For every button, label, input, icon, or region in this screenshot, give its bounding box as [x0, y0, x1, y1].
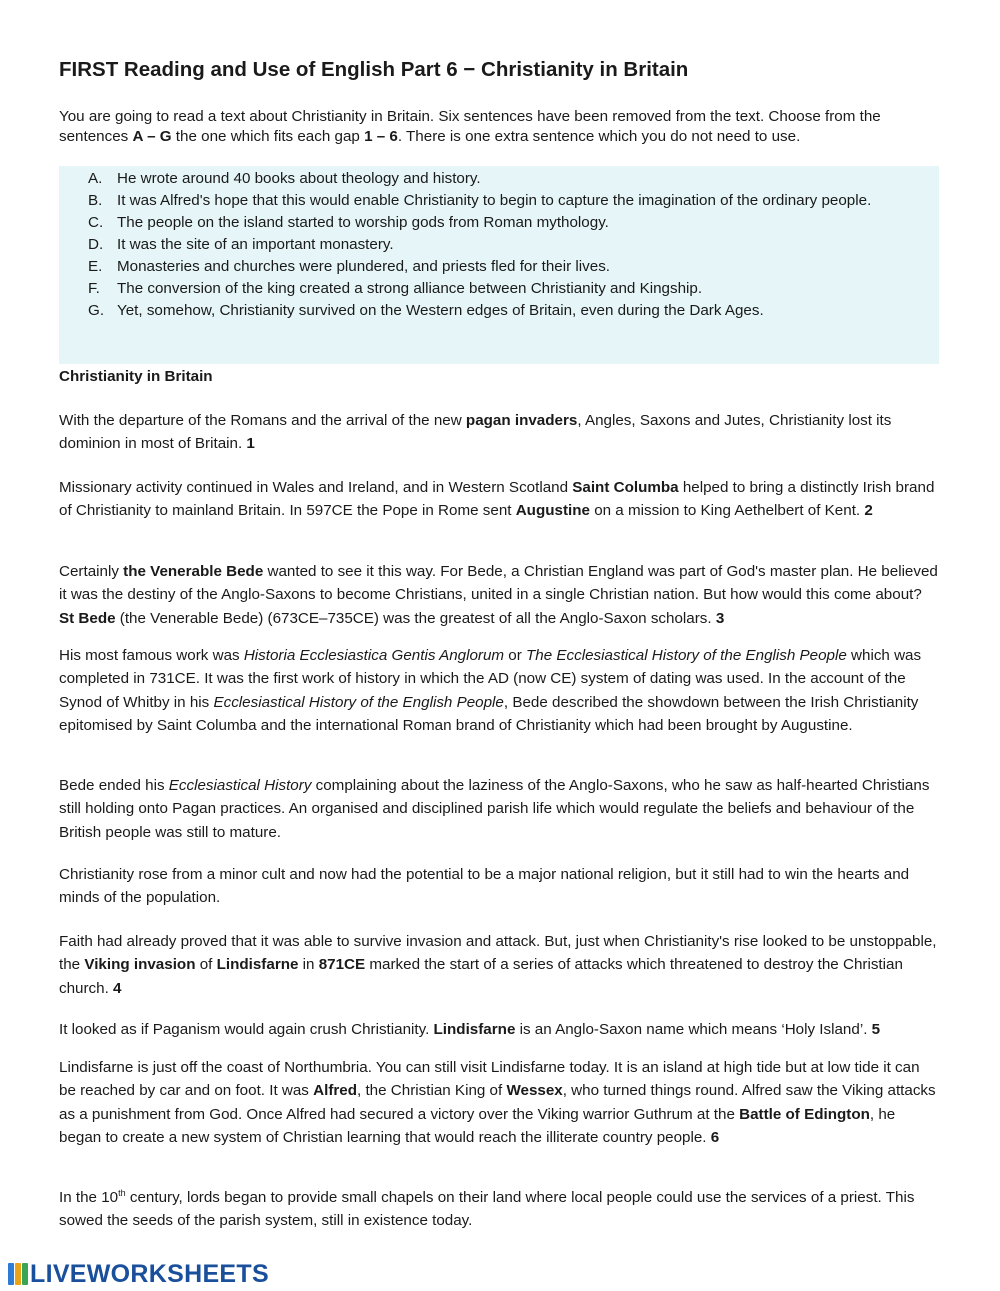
- gap-number: 5: [871, 1021, 881, 1038]
- paragraph-text: , the Christian King of: [357, 1082, 507, 1100]
- paragraph-text: is an Anglo-Saxon name which means ‘Holy Island’.: [515, 1021, 872, 1038]
- key-term: 871CE: [318, 956, 366, 974]
- paragraph-text: His most famous work was: [59, 647, 244, 664]
- key-term: Lindisfarne: [433, 1021, 516, 1038]
- paragraph-2: [59, 476, 939, 523]
- instructions-range-letters: A – G: [132, 128, 172, 145]
- paragraph-text: of: [195, 956, 217, 974]
- option-b: [88, 190, 908, 212]
- key-term: Viking invasion: [84, 956, 196, 974]
- book-title: Historia Ecclesiastica Gentis Anglorum: [243, 647, 505, 664]
- paragraph-text: or: [504, 647, 527, 664]
- paragraph-6: [59, 863, 939, 910]
- paragraph-4: [59, 644, 939, 737]
- options-box: [59, 166, 939, 364]
- option-text: Yet, somehow, Christianity survived on the Western edges of Britain, even during the Dark Ages.: [117, 302, 764, 319]
- paragraph-text: complaining about the laziness of the Anglo-Saxons, who he saw as half-hearted Christians still holding onto Pagan practices. An organised and disciplined parish life which would regulate the beliefs and behaviour of the British people was still to mature.: [59, 777, 930, 841]
- page-title: FIRST Reading and Use of English Part 6 − Christianity in Britain: [59, 58, 689, 81]
- gap-number: 2: [864, 502, 873, 520]
- key-term: the Venerable Bede: [123, 563, 264, 580]
- paragraph-8: [59, 1018, 939, 1041]
- key-term: Saint Columba: [572, 479, 679, 496]
- key-term: Lindisfarne: [216, 956, 299, 974]
- paragraph-3: [59, 560, 939, 630]
- paragraph-text: In the 10: [59, 1189, 119, 1206]
- instructions-text: the one which fits each gap: [171, 128, 365, 145]
- paragraph-5: [59, 774, 939, 844]
- section-title: Christianity in Britain: [59, 368, 213, 385]
- logo-bar: [15, 1263, 21, 1285]
- paragraph-text: on a mission to King Aethelbert of Kent.: [589, 502, 865, 520]
- option-a: [88, 168, 908, 190]
- instructions: [59, 107, 939, 147]
- option-text: It was Alfred's hope that this would enable Christianity to begin to capture the imagination of the ordinary people.: [117, 192, 872, 209]
- paragraph-text: , Bede described the showdown between the Irish Christianity epitomised by Saint Columba and the international Roman brand of Christianity which had been brought by Augustine.: [59, 693, 919, 734]
- option-text: Monasteries and churches were plundered, and priests fled for their lives.: [117, 258, 611, 275]
- paragraph-text: century, lords began to provide small chapels on their land where local people could use the services of a priest. This sowed the seeds of the parish system, still in existence today.: [59, 1189, 915, 1230]
- paragraph-text: Missionary activity continued in Wales and Ireland, and in Western Scotland: [59, 479, 573, 496]
- paragraph-text: , who turned things round. Alfred saw the Viking attacks as a punishment from God. Once Alfred had secured a victory over the Viking warrior Guthrum at the: [59, 1082, 936, 1123]
- paragraph-9: [59, 1056, 939, 1149]
- key-term: Augustine: [515, 502, 590, 520]
- option-letter: B.: [88, 192, 103, 209]
- paragraph-text: Bede ended his: [59, 777, 169, 794]
- option-text: The conversion of the king created a strong alliance between Christianity and Kingship.: [117, 280, 703, 297]
- book-title: Ecclesiastical History: [168, 777, 312, 794]
- paragraph-text: It looked as if Paganism would again crush Christianity.: [59, 1021, 434, 1038]
- option-text: He wrote around 40 books about theology and history.: [117, 170, 481, 187]
- paragraph-text: , he began to create a new system of Christian learning that would reach the illiterate country people.: [59, 1105, 896, 1146]
- key-term: St Bede: [59, 609, 116, 627]
- instructions-text: . There is one extra sentence which you do not need to use.: [397, 128, 801, 145]
- gap-number: 1: [246, 435, 255, 453]
- paragraph-text: in: [298, 956, 319, 974]
- paragraph-text: , Angles, Saxons and Jutes, Christianity lost its dominion in most of Britain.: [59, 412, 892, 453]
- logo-bar: [22, 1263, 28, 1285]
- book-title: Ecclesiastical History of the English People: [213, 693, 504, 711]
- option-letter: F.: [88, 280, 100, 297]
- paragraph-text: (the Venerable Bede) (673CE–735CE) was the greatest of all the Anglo-Saxon scholars.: [115, 609, 716, 627]
- book-title: The Ecclesiastical History of the English People: [526, 647, 847, 664]
- paragraph-1: [59, 409, 939, 456]
- option-e: [88, 256, 908, 278]
- gap-number: 6: [710, 1128, 720, 1146]
- paragraph-text: Lindisfarne is just off the coast of Northumbria. You can still visit Lindisfarne today. It is an island at high tide but at low tide it can be reached by car and on foot. It was: [59, 1059, 920, 1100]
- paragraph-text: Christianity rose from a minor cult and now had the potential to be a major national religion, but it still had to win the hearts and minds of the population.: [59, 866, 910, 907]
- paragraph-7: [59, 930, 939, 1000]
- instructions-range-gaps: 1 – 6: [364, 128, 398, 145]
- option-text: The people on the island started to worship gods from Roman mythology.: [117, 214, 609, 231]
- key-term: Battle of Edington: [739, 1105, 870, 1123]
- paragraph-text: marked the start of a series of attacks which threatened to destroy the Christian church.: [59, 956, 903, 997]
- logo-bar: [8, 1263, 14, 1285]
- paragraph-text: wanted to see it this way. For Bede, a Christian England was part of God's master plan. He believed it was the destiny of the Anglo-Saxons to become Christians, united in a single Christian nation. But how would this come about?: [59, 563, 938, 604]
- option-letter: A.: [88, 170, 103, 187]
- option-c: [88, 212, 908, 234]
- option-letter: D.: [88, 236, 104, 253]
- key-term: pagan invaders: [465, 412, 578, 429]
- gap-number: 3: [715, 609, 725, 627]
- option-letter: E.: [88, 258, 103, 275]
- option-letter: G.: [88, 302, 105, 319]
- option-text: It was the site of an important monastery.: [117, 236, 394, 253]
- option-g: [88, 300, 908, 322]
- paragraph-text: Certainly: [59, 563, 124, 580]
- paragraph-10: [59, 1186, 939, 1233]
- key-term: Alfred: [313, 1082, 358, 1100]
- liveworksheets-logo-icon: [8, 1263, 28, 1285]
- instructions-text: You are going to read a text about Christianity in Britain. Six sentences have been removed from the text. Choose from the sentences: [59, 108, 881, 145]
- option-d: [88, 234, 908, 256]
- gap-number: 4: [113, 979, 122, 997]
- ordinal-suffix: th: [118, 1188, 126, 1198]
- paragraph-text: With the departure of the Romans and the arrival of the new: [59, 412, 466, 429]
- paragraph-text: helped to bring a distinctly Irish brand of Christianity to mainland Britain. In 597CE the Pope in Rome sent: [59, 479, 935, 520]
- option-f: [88, 278, 908, 300]
- paragraph-text: Faith had already proved that it was able to survive invasion and attack. But, just when Christianity's rise looked to be unstoppable, the: [59, 933, 937, 974]
- paragraph-text: which was completed in 731CE. It was the first work of history in which the AD (now CE) system of dating was used. In the account of the Synod of Whitby in his: [59, 647, 922, 711]
- option-letter: C.: [88, 214, 104, 231]
- liveworksheets-logo[interactable]: [8, 1260, 269, 1288]
- logo-text: LIVEWORKSHEETS: [30, 1259, 269, 1288]
- options-list: [88, 168, 908, 322]
- key-term: Wessex: [506, 1082, 563, 1100]
